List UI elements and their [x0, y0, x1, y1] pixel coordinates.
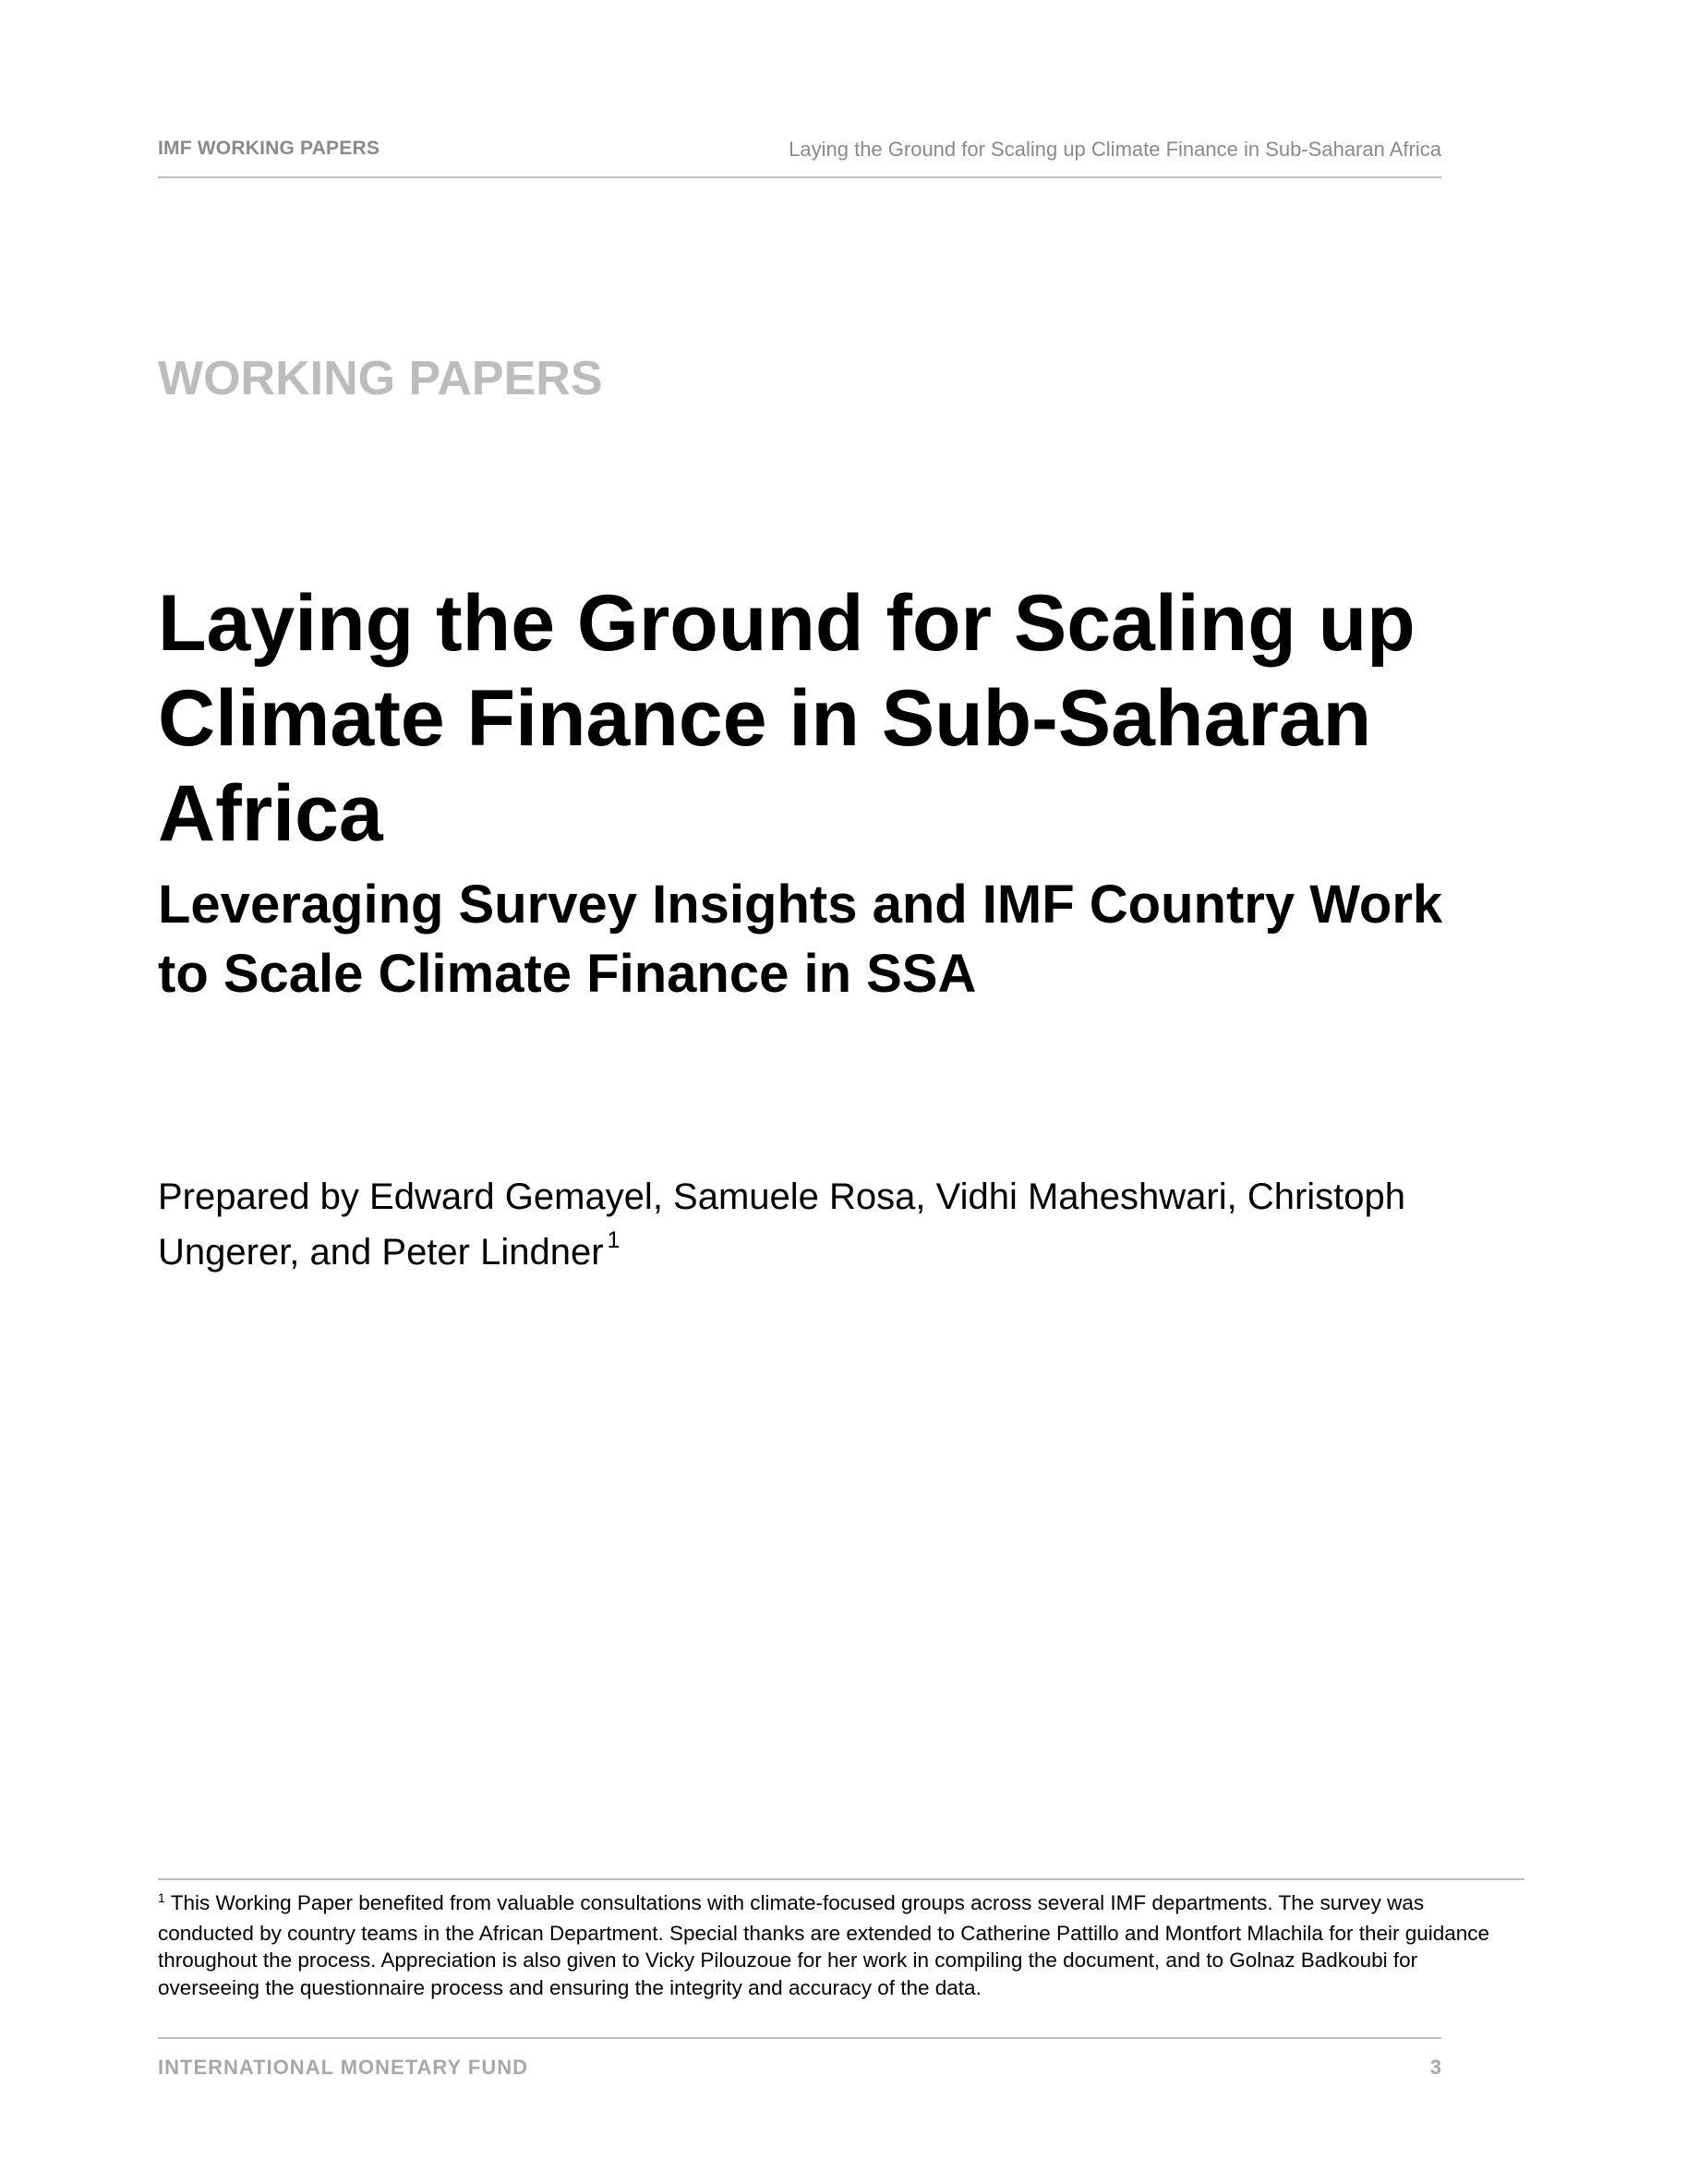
footnote-divider — [158, 1878, 1524, 1880]
authors-text: Prepared by Edward Gemayel, Samuele Rosa, Vidhi Maheshwari, Christoph Ungerer, and Peter Lindner — [158, 1176, 1406, 1273]
footnote-text: This Working Paper benefited from valuable consultations with climate-focused groups across several IMF departments. The survey was conducted by country teams in the African Department. Special thanks are extended to Catherine Pattillo and Montfort Mlachila for their guidance throughout the process. Appreciation is also given to Vicky Pilouzoue for her work in compiling the document, and to Golnaz Badkoubi for overseeing the questionnaire process and ensuring the integrity and accuracy of the data. — [158, 1891, 1490, 1999]
footer-publisher: INTERNATIONAL MONETARY FUND — [158, 2056, 528, 2079]
footnote — [158, 1889, 1524, 2001]
header-series-name: IMF WORKING PAPERS — [158, 138, 380, 159]
authors-footnote-marker[interactable]: 1 — [607, 1227, 621, 1253]
running-header — [158, 138, 1441, 178]
series-label: WORKING PAPERS — [158, 352, 603, 405]
footer-divider — [158, 2037, 1441, 2039]
header-paper-title: Laying the Ground for Scaling up Climate Finance in Sub-Saharan Africa — [789, 138, 1441, 161]
page-number: 3 — [1429, 2056, 1441, 2079]
paper-subtitle: Leveraging Survey Insights and IMF Country Work to Scale Climate Finance in SSA — [158, 875, 1443, 1004]
paper-title: Laying the Ground for Scaling up Climate Finance in Sub-Saharan Africa — [158, 579, 1416, 858]
footnote-marker: 1 — [158, 1890, 165, 1905]
authors-line — [158, 1169, 1506, 1285]
